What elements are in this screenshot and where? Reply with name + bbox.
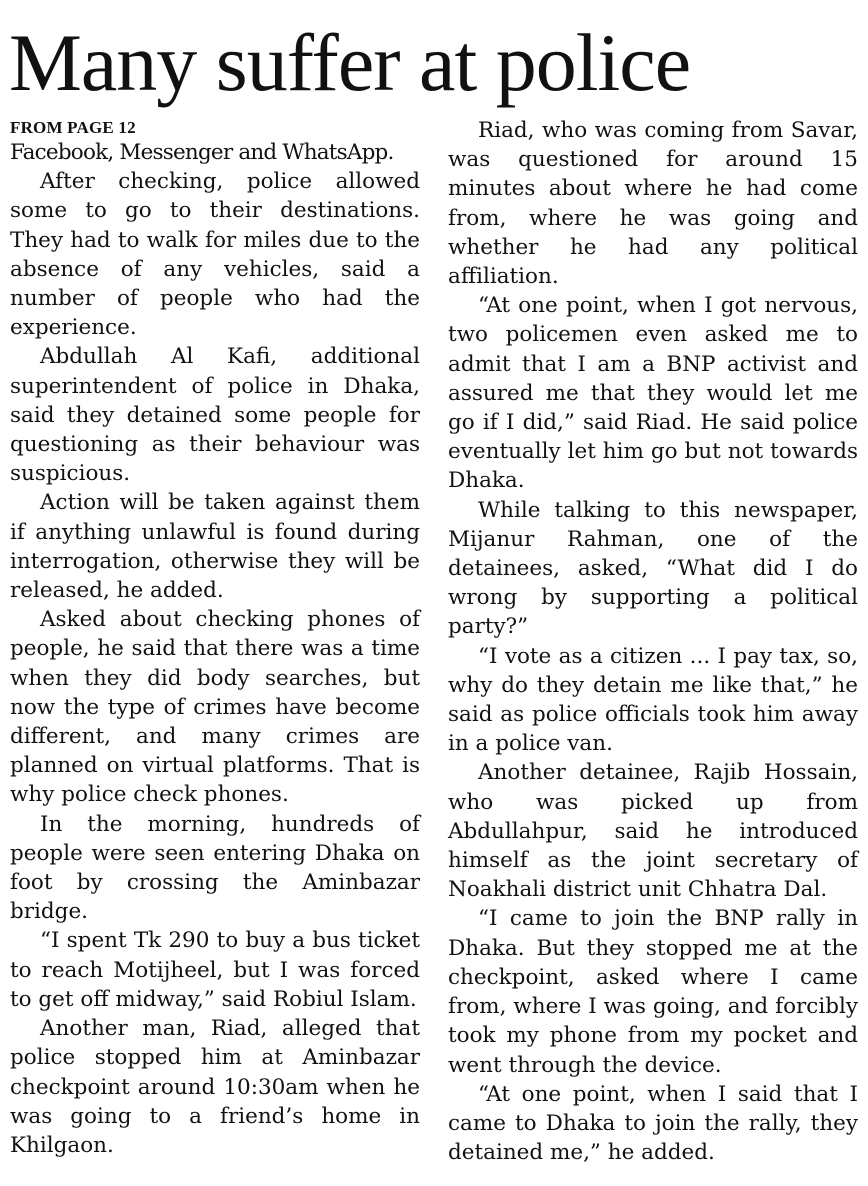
article-paragraph: While talking to this newspaper, Mijanur Rahman, one of the detainees, asked, “What did I do wrong by supporting a political party?” (448, 497, 858, 640)
article-column-right (448, 116, 858, 1167)
continuation-kicker: FROM PAGE 12 (10, 118, 136, 137)
left-paragraphs (10, 138, 420, 1160)
article-paragraph: “I came to join the BNP rally in Dhaka. But they stopped me at the checkpoint, asked where I came from, where I was going, and forcibly took my phone from my pocket and went through the device. (448, 906, 858, 1078)
article-paragraph: In the morning, hundreds of people were seen entering Dhaka on foot by crossing the Aminbazar bridge. (10, 811, 420, 925)
article-paragraph: “At one point, when I got nervous, two policemen even asked me to admit that I am a BNP activist and assured me that they would let me go if I did,” said Riad. He said police eventually let him go but not towards Dhaka. (448, 293, 858, 494)
article-paragraph: Riad, who was coming from Savar, was questioned for around 15 minutes about where he had come from, where he was going and whether he had any political affiliation. (448, 118, 858, 290)
article-column-left (10, 118, 420, 1160)
article-paragraph: Facebook, Messenger and WhatsApp. (10, 140, 394, 165)
article-paragraph: Another man, Riad, alleged that police stopped him at Aminbazar checkpoint around 10:30am when he was going to a friend’s home in Khilgaon. (10, 1016, 420, 1158)
article-paragraph: After checking, police allowed some to go to their destinations. They had to walk for miles due to the absence of any vehicles, said a number of people who had the experience. (10, 169, 420, 341)
article-paragraph: Action will be taken against them if anything unlawful is found during interrogation, otherwise they will be released, he added. (10, 490, 420, 604)
article-paragraph: “I spent Tk 290 to buy a bus ticket to reach Motijheel, but I was forced to get off midway,” said Robiul Islam. (10, 928, 420, 1012)
article-paragraph: Another detainee, Rajib Hossain, who was picked up from Abdullahpur, said he introduced himself as the joint secretary of Noakhali district unit Chhatra Dal. (448, 760, 858, 903)
article-paragraph: “At one point, when I said that I came to Dhaka to join the rally, they detained me,” he added. (448, 1081, 858, 1166)
right-paragraphs (448, 116, 858, 1167)
headline: Many suffer at police (9, 17, 691, 108)
article-paragraph: “I vote as a citizen ... I pay tax, so, why do they detain me like that,” he said as police officials took him away in a police van. (448, 643, 858, 757)
article-paragraph: Abdullah Al Kafi, additional superintendent of police in Dhaka, said they detained some people for questioning as their behaviour was suspicious. (10, 344, 420, 487)
article-paragraph: Asked about checking phones of people, he said that there was a time when they did body searches, but now the type of crimes have become different, and many crimes are planned on virtual platforms. That is why police check phones. (10, 607, 420, 808)
